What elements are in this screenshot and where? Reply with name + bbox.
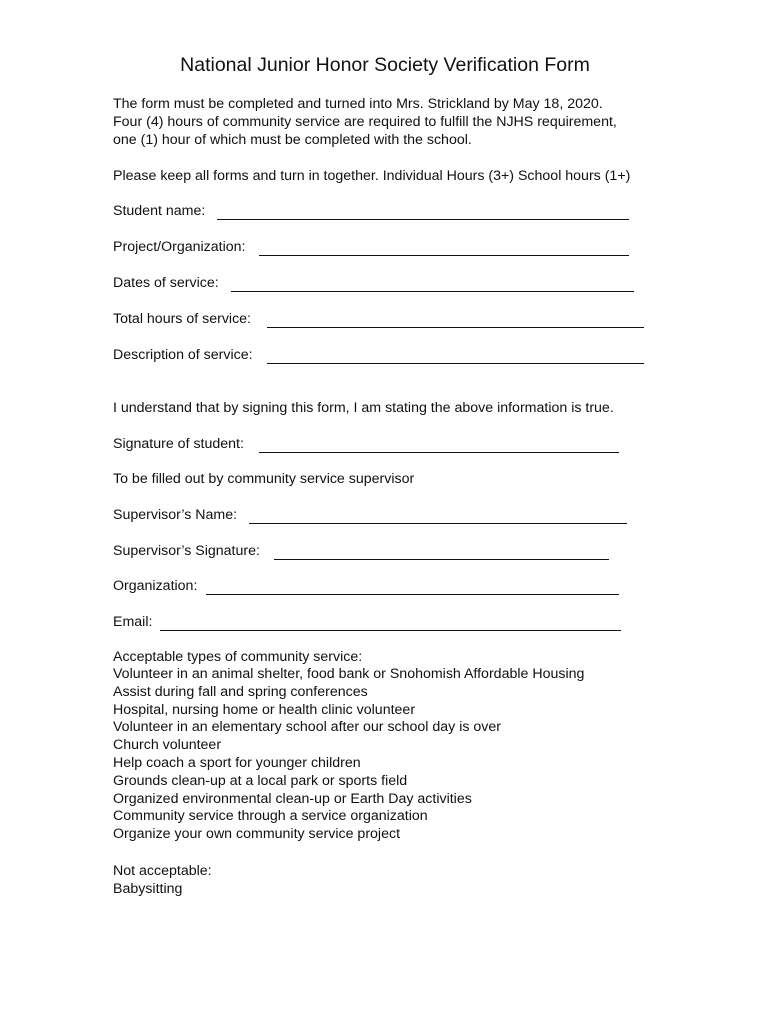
acceptable-item: Assist during fall and spring conferences bbox=[113, 683, 368, 700]
acceptable-item: Volunteer in an elementary school after our school day is over bbox=[113, 719, 502, 736]
acceptable-item: Organized environmental clean-up or Earth Day activities bbox=[113, 790, 472, 807]
email-input-line[interactable] bbox=[160, 630, 621, 631]
acceptable-heading: Acceptable types of community service: bbox=[113, 649, 363, 665]
form-title: National Junior Honor Society Verification Form bbox=[180, 54, 590, 76]
student-name-field bbox=[113, 202, 633, 220]
acceptable-item: Church volunteer bbox=[113, 737, 222, 754]
supervisor-name-label: Supervisor’s Name: bbox=[113, 507, 238, 523]
total-hours-input-line[interactable] bbox=[267, 327, 644, 328]
dates-of-service-input-line[interactable] bbox=[231, 291, 634, 292]
supervisor-name-input-line[interactable] bbox=[249, 523, 627, 524]
total-hours-field bbox=[113, 310, 648, 328]
email-field bbox=[113, 613, 625, 631]
supervisor-signature-label: Supervisor’s Signature: bbox=[113, 543, 260, 559]
intro-line-3: one (1) hour of which must be completed with the school. bbox=[113, 132, 472, 148]
description-field bbox=[113, 346, 648, 364]
supervisor-signature-input-line[interactable] bbox=[274, 559, 609, 560]
acceptable-item: Community service through a service organization bbox=[113, 808, 428, 825]
student-signature-field bbox=[113, 435, 623, 453]
supervisor-note: To be filled out by community service supervisor bbox=[113, 471, 415, 487]
acceptable-item: Volunteer in an animal shelter, food bank or Snohomish Affordable Housing bbox=[113, 666, 585, 682]
description-label: Description of service: bbox=[113, 347, 253, 363]
supervisor-name-field bbox=[113, 506, 631, 524]
not-acceptable-heading: Not acceptable: bbox=[113, 863, 212, 879]
intro-line-2: Four (4) hours of community service are required to fulfill the NJHS requirement, bbox=[113, 114, 617, 130]
acceptable-item: Hospital, nursing home or health clinic volunteer bbox=[113, 701, 416, 718]
attestation-text: I understand that by signing this form, I am stating the above information is true. bbox=[113, 400, 614, 416]
email-label: Email: bbox=[113, 614, 153, 630]
student-signature-label: Signature of student: bbox=[113, 436, 244, 452]
instructions-text: Please keep all forms and turn in together. Individual Hours (3+) School hours (1+) bbox=[113, 168, 631, 184]
acceptable-item: Organize your own community service project bbox=[113, 826, 401, 843]
supervisor-signature-field bbox=[113, 542, 613, 560]
student-name-input-line[interactable] bbox=[217, 219, 629, 220]
intro-line-1: The form must be completed and turned into Mrs. Strickland by May 18, 2020. bbox=[113, 96, 603, 112]
organization-label: Organization: bbox=[113, 578, 198, 594]
dates-of-service-label: Dates of service: bbox=[113, 275, 219, 291]
student-name-label: Student name: bbox=[113, 203, 206, 219]
organization-field bbox=[113, 577, 623, 595]
project-organization-field bbox=[113, 238, 633, 256]
organization-input-line[interactable] bbox=[206, 594, 619, 595]
project-organization-label: Project/Organization: bbox=[113, 239, 246, 255]
dates-of-service-field bbox=[113, 274, 638, 292]
description-input-line[interactable] bbox=[267, 363, 644, 364]
student-signature-input-line[interactable] bbox=[259, 452, 619, 453]
acceptable-item: Grounds clean-up at a local park or sports field bbox=[113, 772, 408, 789]
not-acceptable-item: Babysitting bbox=[113, 881, 183, 897]
acceptable-list bbox=[113, 666, 584, 844]
acceptable-item: Help coach a sport for younger children bbox=[113, 754, 361, 771]
total-hours-label: Total hours of service: bbox=[113, 311, 251, 327]
project-organization-input-line[interactable] bbox=[259, 255, 629, 256]
